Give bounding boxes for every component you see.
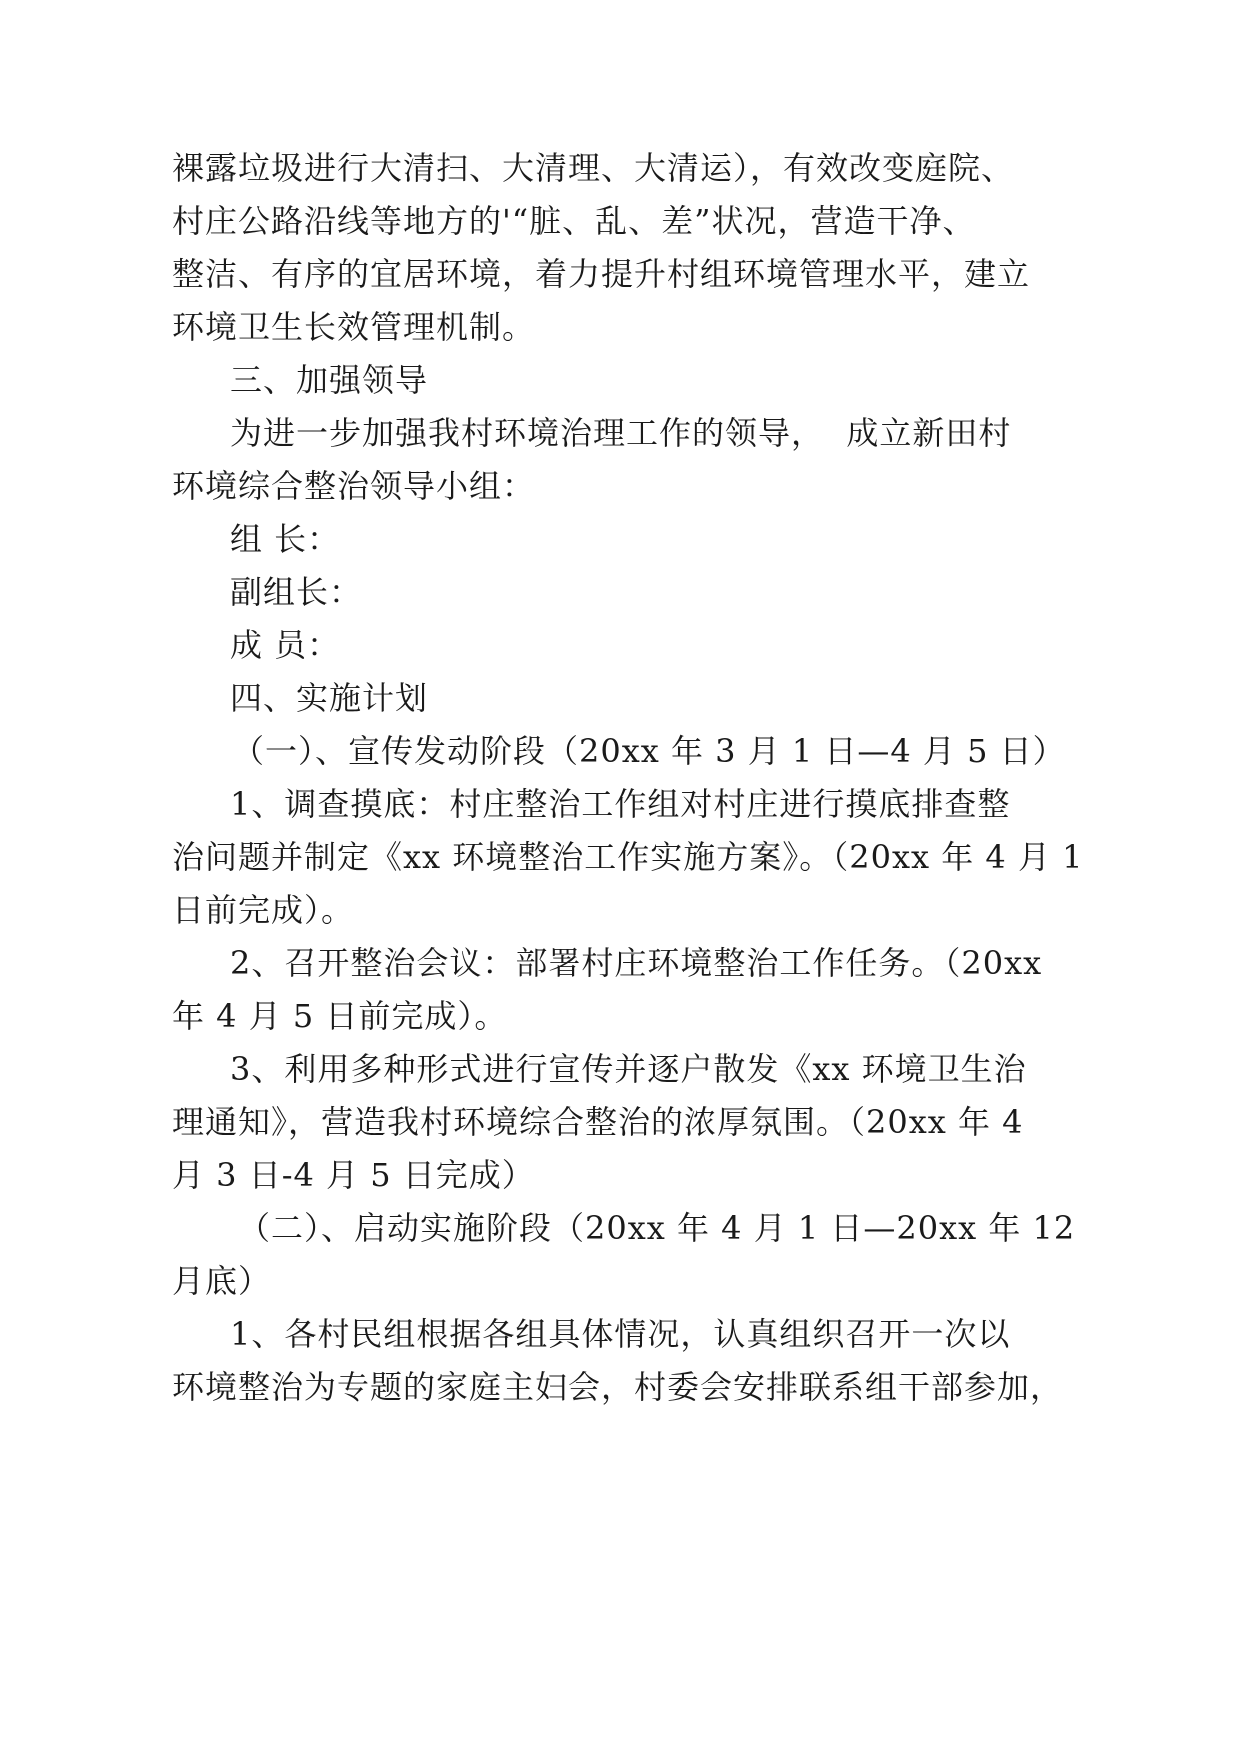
section-heading: 四、实施计划 (230, 679, 429, 717)
text-line: 日前完成）。 (172, 891, 355, 929)
text-line: 理通知》，营造我村环境综合整治的浓厚氛围。（20xx 年 4 (172, 1103, 1024, 1141)
text-line: 环境卫生长效管理机制。 (172, 308, 536, 346)
text-line: 月底） (172, 1262, 272, 1300)
text-line: 整洁、有序的宜居环境，着力提升村组环境管理水平，建立 (172, 255, 1031, 293)
section-heading: 三、加强领导 (230, 361, 429, 399)
text-line: 治问题并制定《xx 环境整治工作实施方案》。（20xx 年 4 月 1 (172, 838, 1084, 876)
text-line: 村庄公路沿线等地方的'“脏、乱、差”状况，营造干净、 (172, 202, 976, 240)
text-line: 年 4 月 5 日前完成）。 (172, 997, 508, 1035)
text-line: 裸露垃圾进行大清扫、大清理、大清运），有效改变庭院、 (172, 149, 1015, 187)
text-line: 2、召开整治会议：部署村庄环境整治工作任务。（20xx (230, 944, 1043, 982)
member-label: 成 员： (230, 626, 341, 664)
subsection-heading: （一）、宣传发动阶段（20xx 年 3 月 1 日—4 月 5 日） (232, 732, 1066, 770)
text-line: 环境综合整治领导小组： (172, 467, 536, 505)
text-line: 1、调查摸底：村庄整治工作组对村庄进行摸底排查整 (230, 785, 1011, 823)
text-line: 为进一步加强我村环境治理工作的领导， 成立新田村 (230, 414, 1012, 452)
leader-label: 组 长： (230, 520, 341, 558)
text-line: 3、利用多种形式进行宣传并逐户散发《xx 环境卫生治 (230, 1050, 1027, 1088)
text-line: 环境整治为专题的家庭主妇会，村委会安排联系组干部参加， (172, 1368, 1064, 1406)
subsection-heading: （二）、启动实施阶段（20xx 年 4 月 1 日—20xx 年 12 (238, 1209, 1076, 1247)
deputy-leader-label: 副组长： (230, 573, 363, 611)
text-line: 月 3 日-4 月 5 日完成） (172, 1156, 535, 1194)
text-line: 1、各村民组根据各组具体情况，认真组织召开一次以 (230, 1315, 1011, 1353)
